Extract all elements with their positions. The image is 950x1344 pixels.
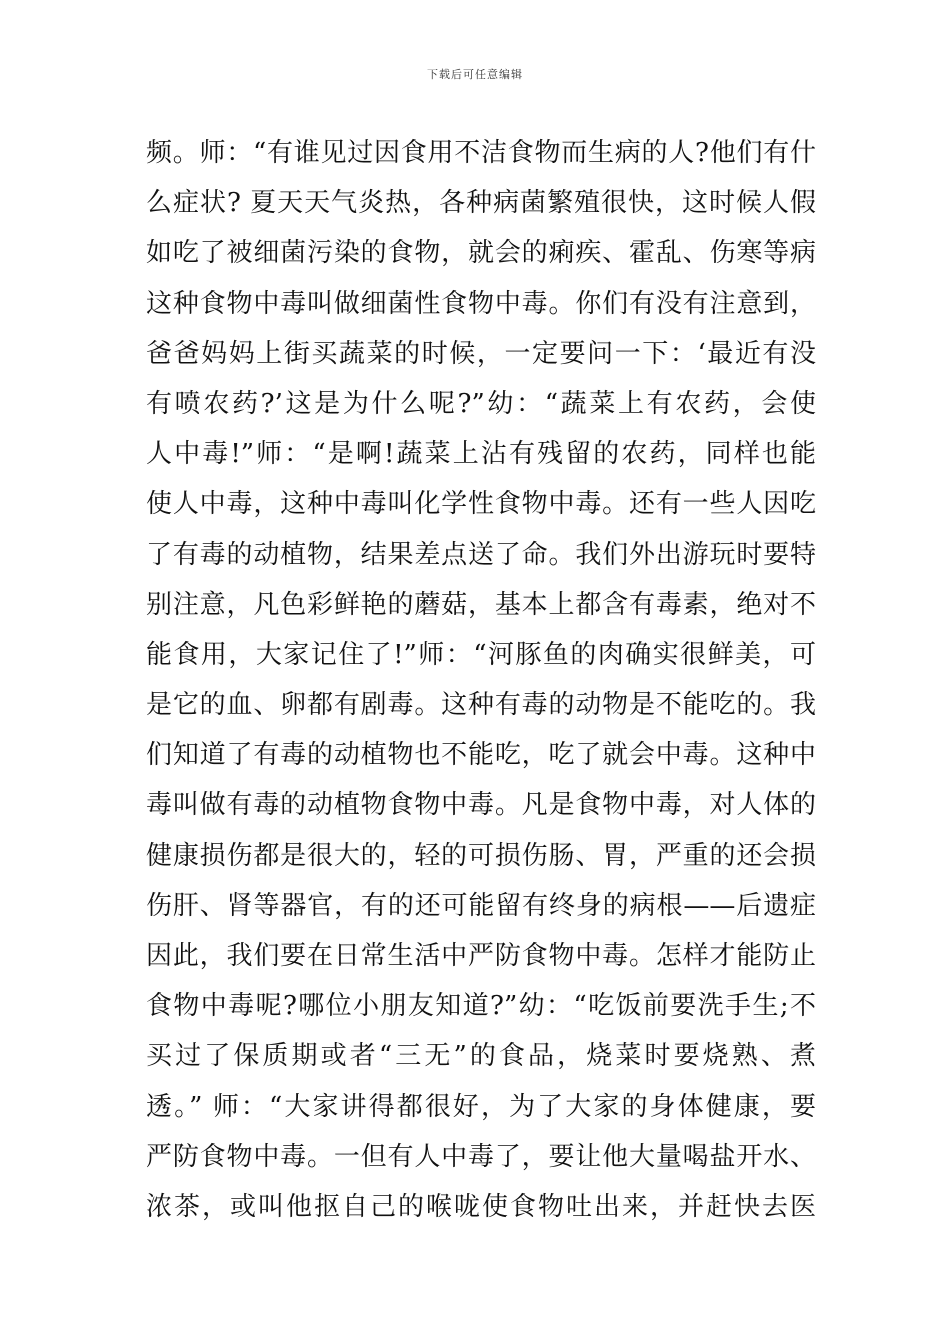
text-line: 这种食物中毒叫做细菌性食物中毒。你们有没有注意到， (146, 288, 816, 319)
text-line: 健康损伤都是很大的，轻的可损伤肠、胃，严重的还会损 (146, 840, 816, 871)
text-line: 买过了保质期或者“三无”的食品，烧菜时要烧熟、煮 (146, 1041, 816, 1072)
text-line: 能食用，大家记住了!”师：“河豚鱼的肉确实很鲜美，可 (146, 639, 816, 670)
text-line: 食物中毒呢?哪位小朋友知道?”幼：“吃饭前要洗手生;不 (146, 991, 816, 1022)
text-line: 如吃了被细菌污染的食物，就会的痢疾、霍乱、伤寒等病 (146, 238, 816, 269)
text-line: 浓茶，或叫他抠自己的喉咙使食物吐出来，并赶快去医 (146, 1191, 816, 1222)
text-line: 伤肝、肾等器官，有的还可能留有终身的病根——后遗症 (146, 890, 816, 921)
header-note: 下载后可任意编辑 (427, 68, 523, 81)
text-line: 爸爸妈妈上街买蔬菜的时候，一定要问一下：‘最近有没 (146, 338, 816, 369)
text-line: 别注意，凡色彩鲜艳的蘑菇，基本上都含有毒素，绝对不 (146, 589, 816, 620)
text-line: 频。师：“有谁见过因食用不洁食物而生病的人?他们有什 (146, 138, 816, 168)
text-line: 毒叫做有毒的动植物食物中毒。凡是食物中毒，对人体的 (146, 790, 816, 821)
text-line: 是它的血、卵都有剧毒。这种有毒的动物是不能吃的。我 (146, 690, 816, 721)
text-line: 们知道了有毒的动植物也不能吃，吃了就会中毒。这种中 (146, 740, 816, 771)
text-line: 因此，我们要在日常生活中严防食物中毒。怎样才能防止 (146, 941, 816, 971)
text-line: 了有毒的动植物，结果差点送了命。我们外出游玩时要特 (146, 539, 816, 570)
text-line: 使人中毒，这种中毒叫化学性食物中毒。还有一些人因吃 (146, 489, 816, 520)
text-line: 透。” 师：“大家讲得都很好，为了大家的身体健康，要 (146, 1091, 816, 1122)
text-line: 严防食物中毒。一但有人中毒了，要让他大量喝盐开水、 (146, 1141, 816, 1172)
text-line: 么症状? 夏天天气炎热，各种病菌繁殖很快，这时候人假 (146, 188, 816, 219)
text-line: 人中毒!”师：“是啊!蔬菜上沾有残留的农药，同样也能 (146, 439, 816, 470)
body-text (146, 128, 816, 1232)
text-line: 有喷农药?’这是为什么呢?”幼：“蔬菜上有农药，会使 (146, 388, 816, 419)
